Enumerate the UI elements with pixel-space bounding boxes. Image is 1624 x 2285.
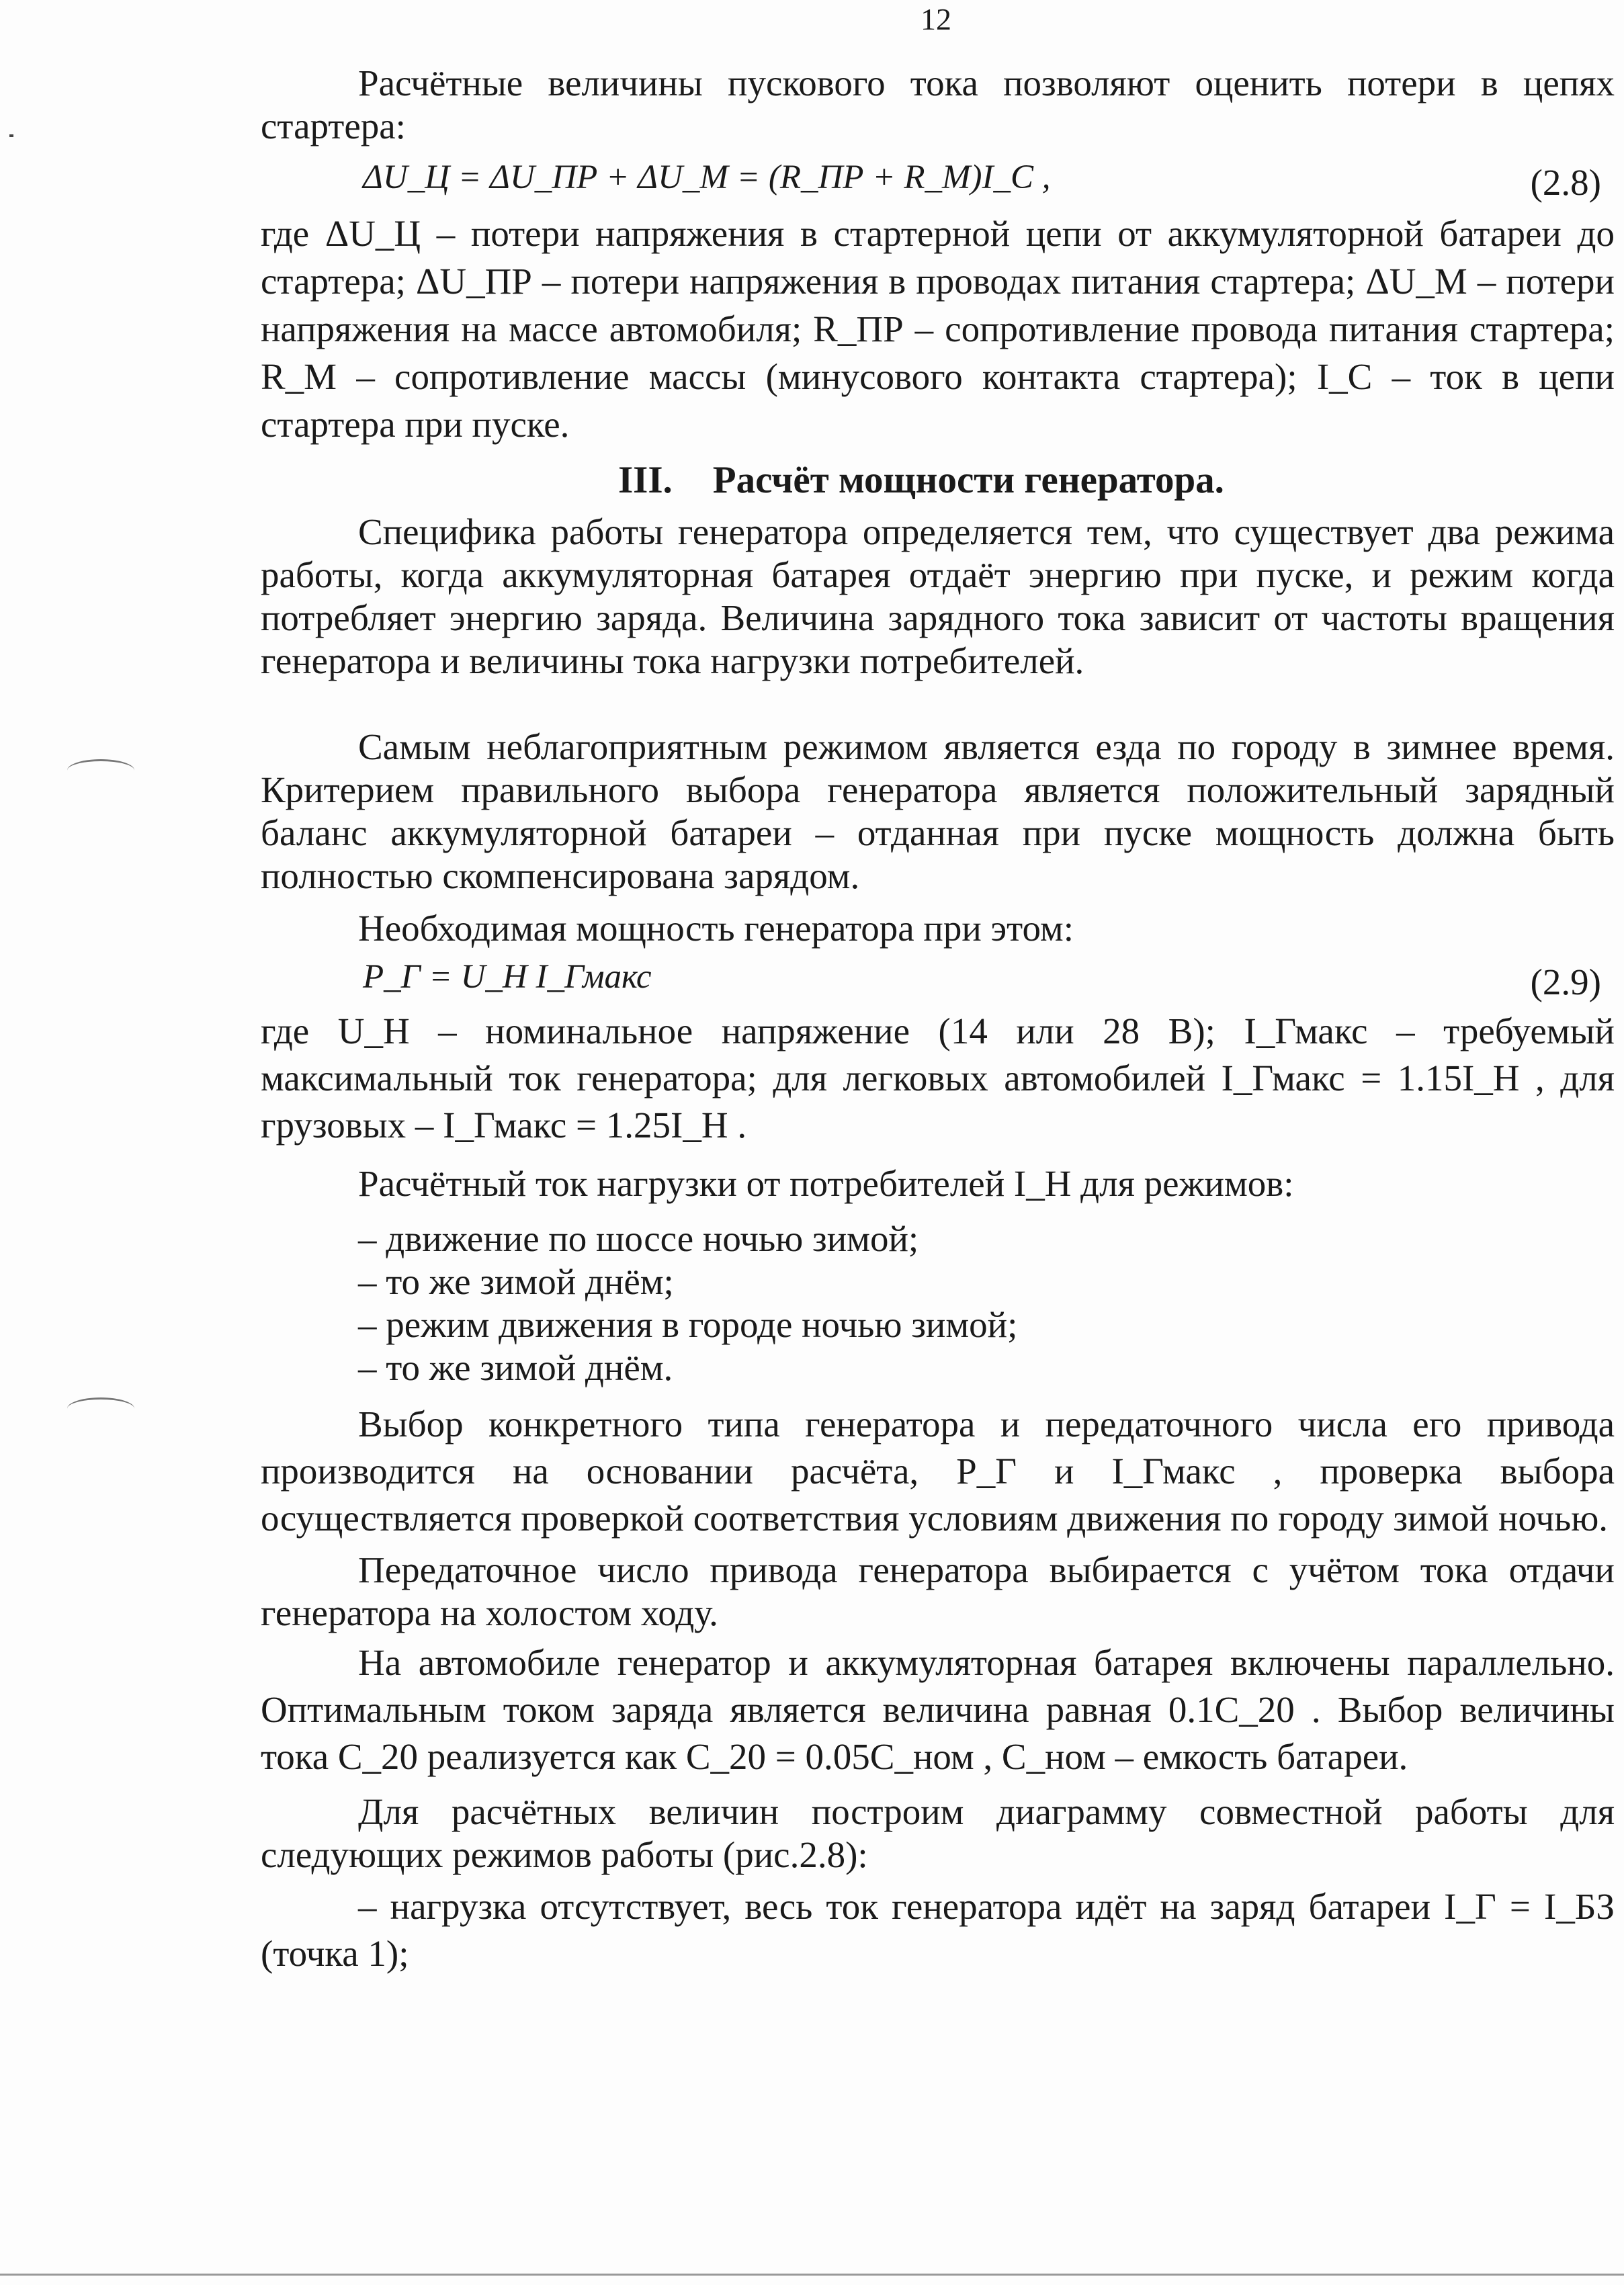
paragraph-charging-current: На автомобиле генератор и аккумуляторная батарея включены параллельно. Оптимальным током заряда является величина равная 0.1C_20 . Выбор величины тока C_20 реализуется как C_20 = 0.05C_ном , C_ном – емкость батареи. xyxy=(261,1642,1615,1777)
list-item: – режим движения в городе ночью зимой; xyxy=(358,1304,1018,1345)
paragraph-load-current: Расчётный ток нагрузки от потребителей I_Н для режимов: xyxy=(358,1163,1294,1204)
equation-number-2-9: (2.9) xyxy=(1530,961,1601,1002)
list-item: – то же зимой днём; xyxy=(358,1261,674,1302)
scan-speck xyxy=(9,134,13,137)
hole-punch-mark-upper xyxy=(67,759,134,781)
section-heading xyxy=(618,458,1224,502)
paragraph-required-power: Необходимая мощность генератора при этом: xyxy=(358,908,1074,949)
equation-number-2-8: (2.8) xyxy=(1530,162,1601,203)
paragraph-generator-modes: Специфика работы генератора определяется тем, что существует два режима работы, когда аккумуляторная батарея отдаёт энергию при пуске, и режим когда потребляет энергию заряда. Величина зарядного тока зависит от частоты вращения генератора и величины тока нагрузки потребителей. xyxy=(261,511,1615,681)
paragraph-voltage-definitions: где U_Н – номинальное напряжение (14 или 28 В); I_Гмакс – требуемый максимальный ток генератора; для легковых автомобилей I_Гмакс = 1.15I_Н , для грузовых – I_Гмакс = 1.25I_Н . xyxy=(261,1010,1615,1146)
equation-2-9: P_Г = U_Н I_Гмакс xyxy=(363,958,652,996)
scan-bottom-edge xyxy=(0,2274,1624,2276)
paragraph-starter-losses-definitions: где ΔU_Ц – потери напряжения в стартерной цепи от аккумуляторной батареи до стартера; ΔU_ПР – потери напряжения в проводах питания стартера; ΔU_М – потери напряжения на массе автомобиля; R_ПР – сопротивление провода питания стартера; R_М – сопротивление массы (минусового контакта стартера); I_С – ток в цепи стартера при пуске. xyxy=(261,213,1615,445)
section-title: Расчёт мощности генератора. xyxy=(712,459,1224,501)
paragraph-worst-mode: Самым неблагоприятным режимом является езда по городу в зимнее время. Критерием правильного выбора генератора является положительный зарядный баланс аккумуляторной батареи – отданная при пуске мощность должна быть полностью скомпенсирована зарядом. xyxy=(261,726,1615,896)
page-number: 12 xyxy=(921,2,951,36)
list-item: – движение по шоссе ночью зимой; xyxy=(358,1218,919,1259)
paragraph-diagram-intro: Для расчётных величин построим диаграмму совместной работы для следующих режимов работы (рис.2.8): xyxy=(261,1791,1615,1875)
list-item: – то же зимой днём. xyxy=(358,1347,673,1388)
section-number: III. xyxy=(618,459,673,501)
paragraph-generator-selection: Выбор конкретного типа генератора и передаточного числа его привода производится на основании расчёта, P_Г и I_Гмакс , проверка выбора осуществляется проверкой соответствия условиям движения по городу зимой ночью. xyxy=(261,1404,1615,1539)
paragraph-starter-losses-intro: Расчётные величины пускового тока позволяют оценить потери в цепях стартера: xyxy=(261,62,1615,146)
paragraph-gear-ratio: Передаточное число привода генератора выбирается с учётом тока отдачи генератора на холостом ходу. xyxy=(261,1549,1615,1633)
equation-2-8: ΔU_Ц = ΔU_ПР + ΔU_М = (R_ПР + R_М)I_С , xyxy=(363,159,1051,196)
hole-punch-mark-lower xyxy=(67,1397,134,1420)
paragraph-no-load-mode: – нагрузка отсутствует, весь ток генератора идёт на заряд батареи I_Г = I_БЗ (точка 1); xyxy=(261,1886,1615,1974)
